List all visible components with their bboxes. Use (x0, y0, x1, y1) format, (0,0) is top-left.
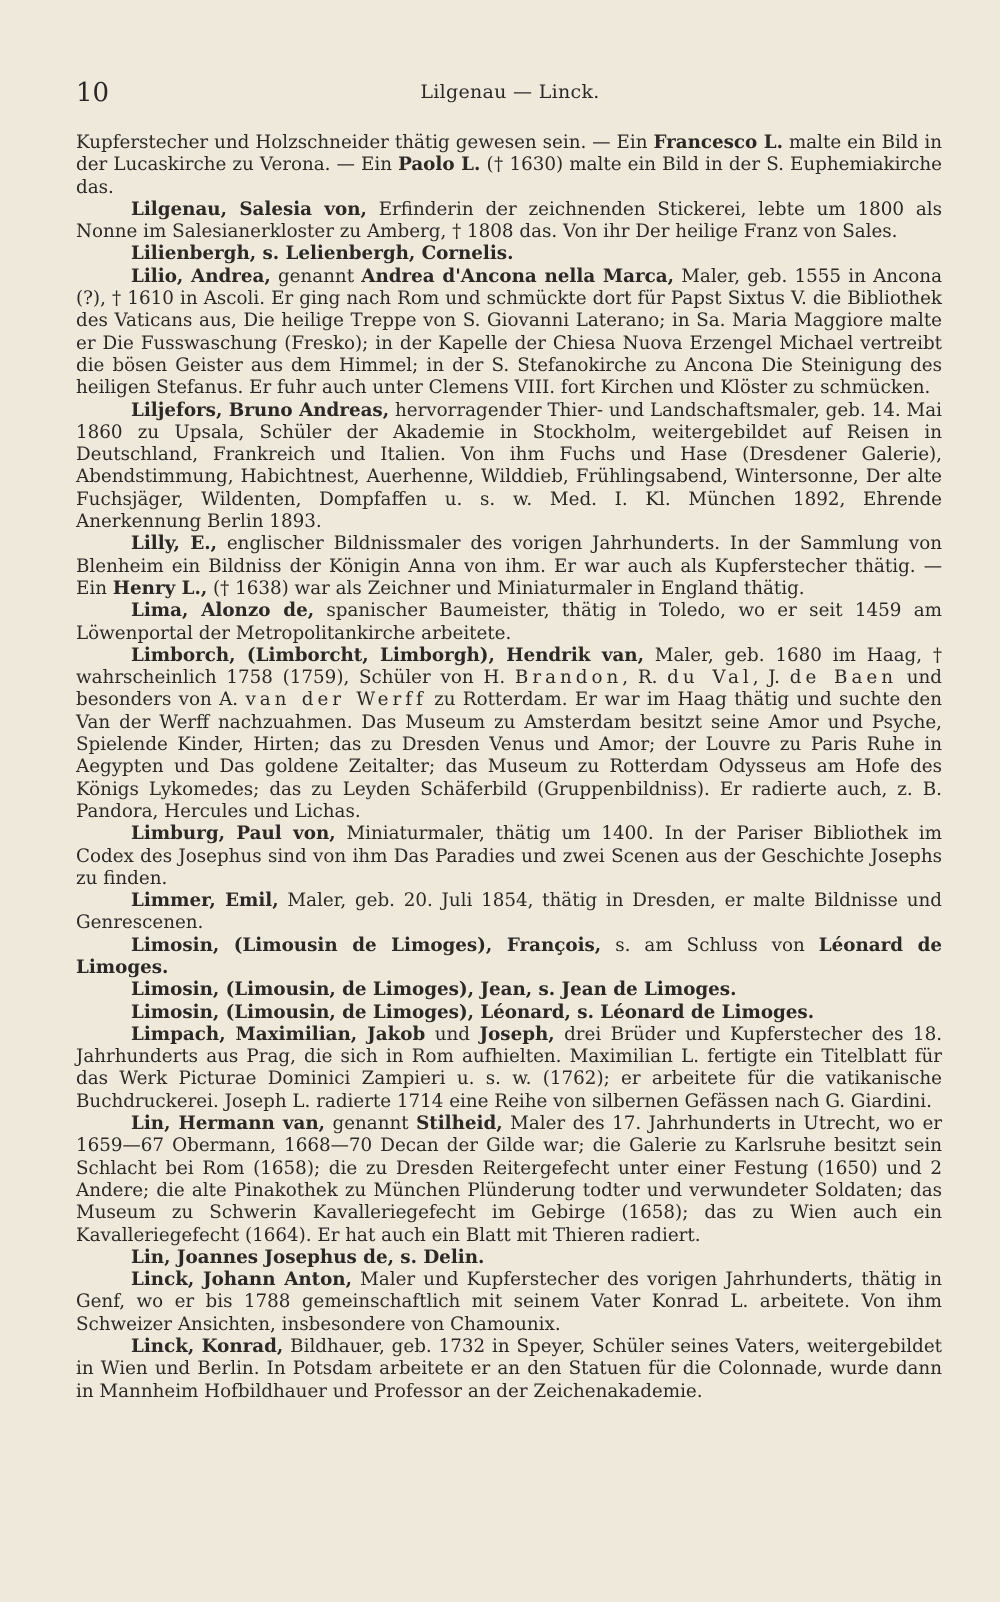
entry-text: († 1630) malte ein Bild in der S. Euphemiakirche das. (76, 154, 942, 198)
entry-headword: Limosin, (Limousin, de Limoges), Jean, s. Jean de Limoges. (131, 979, 737, 1001)
entry-text: Maler, geb. 1555 in Ancona (?), † 1610 in Ascoli. Er ging nach Rom und schmückte dort für Papst Sixtus V. die Bibliothek des Vaticans aus, Die heilige Treppe von S. Giovanni Laterano; in Sa. Maria Maggiore malte er Die Fusswaschung (Fresko); in der Kapelle der Chiesa Nuova Erzengel Michael vertreibt die bösen Geister aus dem Himmel; in der S. Stefanokirche zu Ancona Die Steinigung des heiligen Stefanus. Er fuhr auch unter Clemens VIII. fort Kirchen und Klöster zu schmücken. (76, 265, 942, 399)
entry-text: genannt (325, 1113, 417, 1135)
dictionary-entry (76, 1336, 942, 1403)
spaced-name: van der Werff (245, 689, 427, 711)
entry-text: drei Brüder und Kupferstecher des 18. Jahrhunderts aus Prag, die sich in Rom aufhielten. Maximilian L. fertigte ein Titelblatt für das Werk Picturae Dominici Zampieri u. s. w. (1762); er arbeitete für die vatikanische Buchdruckerei. Joseph L. radierte 1714 eine Reihe von silbernen Gefässen nach G. Giardini. (76, 1023, 943, 1112)
spaced-name: Brandon (514, 667, 623, 689)
entry-headword: Limosin, (Limousin, de Limoges), Léonard, s. Léonard de Limoges. (131, 1001, 815, 1023)
entry-headword: Lilly, E., (131, 533, 217, 555)
entry-text: Maler des 17. Jahrhunderts in Utrecht, wo er 1659—67 Obermann, 1668—70 Decan der Gilde war; die Galerie zu Karlsruhe besitzt sein Schlacht bei Rom (1658); die zu Dresden Reitergefecht unter einer Festung (1650) und 2 Andere; die alte Pinakothek zu München Plünderung todter und verwundeter Soldaten; das Museum zu Schwerin Kavalleriegefecht im Gebirge (1658); das zu Wien auch ein Kavalleriegefecht (1664). Er hat auch ein Blatt mit Thieren radiert. (76, 1113, 942, 1246)
entry-text: Miniaturmaler, thätig um 1400. In der Pariser Bibliothek im Codex des Josephus sind von ihm Das Paradies und zwei Scenen aus der Geschichte Josephs zu finden. (76, 823, 942, 889)
dictionary-entry (76, 645, 942, 823)
entry-headword: Stilheid, (416, 1113, 503, 1135)
entry-text: zu Rotterdam. Er war im Haag thätig und suchte den Van der Werff nachzuahmen. Das Museum zu Amsterdam besitzt seine Amor und Psyche, Spielende Kinder, Hirten; das zu Dresden Venus und Amor; der Louvre zu Paris Ruhe in Aegypten und Das goldene Zeitalter; das Museum zu Rotterdam Odysseus am Hofe des Königs Lykomedes; das zu Leyden Schäferbild (Gruppenbildniss). Er radierte auch, z. B. Pandora, Hercules und Lichas. (76, 689, 942, 822)
entry-text: malte ein Bild in der Lucaskirche zu Verona. — Ein (76, 132, 942, 176)
entry-headword: Lilio, Andrea, (131, 265, 271, 287)
entry-headword: Henry L., (112, 577, 208, 599)
entry-headword: Linck, Konrad, (131, 1336, 284, 1358)
dictionary-entry (76, 600, 942, 645)
entry-headword: Limburg, Paul von, (131, 823, 336, 845)
entry-headword: Andrea d'Ancona nella Marca, (361, 265, 674, 287)
entry-text: Kupferstecher und Holzschneider thätig gewesen sein. — Ein (76, 132, 654, 153)
dictionary-entry (76, 890, 942, 935)
entry-text: († 1638) war als Zeichner und Miniaturmaler in England thätig. (207, 577, 805, 599)
entry-headword: Linck, Johann Anton, (131, 1269, 352, 1291)
entry-text: spanischer Baumeister, thätig in Toledo, wo er seit 1459 am Löwenportal der Metropolitankirche arbeitete. (76, 600, 942, 644)
entry-text: Maler, geb. 1680 im Haag, † wahrscheinlich 1758 (1759), Schüler von H. (76, 644, 942, 689)
page-number: 10 (76, 78, 110, 108)
entry-text: englischer Bildnissmaler des vorigen Jahrhunderts. In der Sammlung von Blenheim ein Bildniss der Königin Anna von ihm. Er war auch als Kupferstecher thätig. — Ein (76, 533, 942, 599)
entry-text: Bildhauer, geb. 1732 in Speyer, Schüler seines Vaters, weitergebildet in Wien und Berlin. In Potsdam arbeitete er an den Statuen für die Colonnade, wurde dann in Mannheim Hofbildhauer und Professor an der Zeichenakademie. (76, 1336, 942, 1402)
entry-headword: Limborch, (Limborcht, Limborgh), Hendrik van, (131, 644, 644, 666)
entry-text: , J. (752, 667, 790, 689)
entry-headword: Limosin, (Limousin de Limoges), François, (131, 934, 602, 956)
entry-headword: Limpach, Maximilian, Jakob (131, 1023, 426, 1045)
dictionary-entry (76, 533, 942, 600)
entry-text: Erfinderin der zeichnenden Stickerei, lebte um 1800 als Nonne im Salesianerkloster zu Amberg, † 1808 das. Von ihr Der heilige Franz von Sales. (76, 198, 943, 243)
spaced-name: de Baen (789, 667, 897, 689)
entry-headword: Lilienbergh, s. Lelienbergh, Cornelis. (131, 243, 514, 265)
entry-text: , R. (622, 667, 668, 689)
entry-text: Maler, geb. 20. Juli 1854, thätig in Dresden, er malte Bildnisse und Genrescenen. (76, 890, 942, 934)
entry-text: hervorragender Thier- und Landschaftsmaler, geb. 14. Mai 1860 zu Upsala, Schüler der Akademie in Stockholm, weitergebildet auf Reisen in Deutschland, Frankreich und Italien. Von ihm Fuchs und Hase (Dresdener Galerie), Abendstimmung, Habichtnest, Auerhenne, Wilddieb, Frühlingsabend, Wintersonne, Der alte Fuchsjäger, Wildenten, Dompfaffen u. s. w. Med. I. Kl. München 1892, Ehrende Anerkennung Berlin 1893. (76, 399, 942, 533)
entry-headword: Lima, Alonzo de, (131, 600, 315, 622)
entry-headword: Léonard de Limoges. (76, 934, 942, 978)
dictionary-entry (76, 199, 942, 244)
entry-headword: Joseph, (479, 1023, 555, 1045)
dictionary-entry (76, 1024, 942, 1113)
dictionary-entry (76, 823, 942, 890)
dictionary-entry (76, 979, 942, 1001)
entry-headword: Paolo L. (398, 154, 481, 176)
dictionary-entry (76, 132, 942, 199)
spaced-name: du Val (667, 667, 753, 689)
page-header (76, 78, 944, 114)
entry-headword: Lin, Hermann van, (131, 1113, 325, 1135)
dictionary-entry (76, 935, 942, 980)
dictionary-entry (76, 1269, 942, 1336)
entry-text: Maler und Kupferstecher des vorigen Jahrhunderts, thätig in Genf, wo er bis 1788 gemeinschaftlich mit seinem Vater Konrad L. arbeitete. Von ihm Schweizer Ansichten, insbesondere von Chamounix. (76, 1269, 942, 1335)
entry-text: genannt (270, 265, 362, 287)
dictionary-entry (76, 266, 942, 400)
entry-text: und (425, 1023, 480, 1045)
dictionary-entry (76, 1247, 942, 1269)
running-title: Lilgenau — Linck. (420, 81, 600, 103)
entry-headword: Lin, Joannes Josephus de, s. Delin. (131, 1246, 485, 1268)
entry-headword: Limmer, Emil, (131, 890, 279, 912)
dictionary-entries (76, 132, 942, 1403)
dictionary-entry (76, 1002, 942, 1024)
entry-headword: Liljefors, Bruno Andreas, (131, 399, 390, 421)
dictionary-entry (76, 243, 942, 265)
dictionary-entry (76, 1113, 942, 1247)
entry-headword: Lilgenau, Salesia von, (131, 198, 367, 220)
dictionary-entry (76, 400, 942, 534)
entry-headword: Francesco L. (653, 132, 783, 153)
entry-text: und besonders von A. (76, 667, 943, 711)
entry-text: s. am Schluss von (601, 934, 819, 956)
